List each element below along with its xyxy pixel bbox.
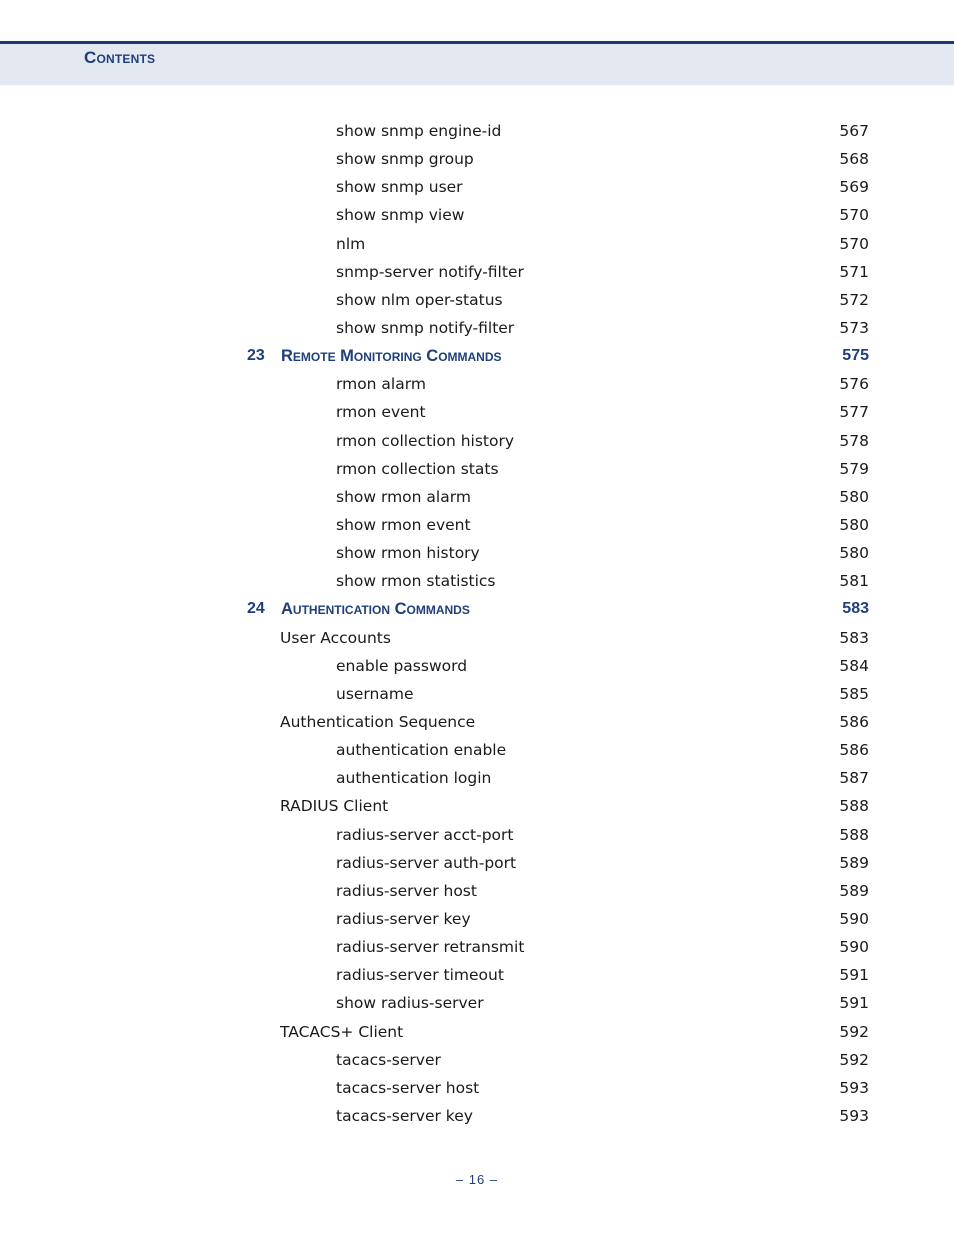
toc-page-number: 585	[839, 684, 869, 703]
toc-entry-label: show snmp group	[336, 150, 474, 169]
running-header-title: Contents	[84, 48, 156, 67]
toc-command-entry[interactable]	[0, 821, 954, 849]
toc-page-number: 593	[839, 1078, 869, 1097]
toc-command-entry[interactable]	[0, 286, 954, 314]
toc-section-entry[interactable]	[0, 708, 954, 736]
toc-entry-label: rmon collection stats	[336, 459, 499, 478]
toc-command-entry[interactable]	[0, 961, 954, 989]
toc-command-entry[interactable]	[0, 680, 954, 708]
toc-section-entry[interactable]	[0, 1018, 954, 1046]
toc-entry-label: snmp-server notify-filter	[336, 262, 524, 281]
toc-page-number: 580	[839, 544, 869, 563]
table-of-contents	[0, 117, 954, 1130]
toc-entry-label: radius-server retransmit	[336, 938, 525, 957]
toc-page-number: 583	[842, 600, 869, 618]
toc-command-entry[interactable]	[0, 567, 954, 595]
toc-page-number: 580	[839, 487, 869, 506]
toc-page-number: 590	[839, 909, 869, 928]
toc-page-number: 576	[839, 375, 869, 394]
toc-entry-label: show snmp notify-filter	[336, 318, 515, 337]
toc-entry-label: rmon alarm	[336, 375, 426, 394]
toc-command-entry[interactable]	[0, 736, 954, 764]
toc-command-entry[interactable]	[0, 117, 954, 145]
toc-entry-label: radius-server acct-port	[336, 825, 514, 844]
toc-page-number: 588	[839, 797, 869, 816]
toc-page-number: 592	[839, 1022, 869, 1041]
toc-entry-label: rmon event	[336, 403, 426, 422]
toc-entry-label: show rmon event	[336, 515, 471, 534]
toc-command-entry[interactable]	[0, 370, 954, 398]
toc-entry-label: tacacs-server host	[336, 1078, 480, 1097]
toc-page-number: 578	[839, 431, 869, 450]
toc-page-number: 592	[839, 1050, 869, 1069]
toc-command-entry[interactable]	[0, 849, 954, 877]
toc-command-entry[interactable]	[0, 511, 954, 539]
toc-entry-label: radius-server timeout	[336, 966, 504, 985]
toc-entry-label: rmon collection history	[336, 431, 515, 450]
toc-page-number: 569	[839, 178, 869, 197]
toc-command-entry[interactable]	[0, 230, 954, 258]
toc-section-entry[interactable]	[0, 624, 954, 652]
toc-entry-label: Authentication Commands	[281, 600, 470, 619]
toc-section-entry[interactable]	[0, 792, 954, 820]
toc-entry-label: Remote Monitoring Commands	[281, 347, 502, 366]
toc-page-number: 589	[839, 853, 869, 872]
toc-command-entry[interactable]	[0, 314, 954, 342]
toc-page-number: 586	[839, 712, 869, 731]
toc-page-number: 590	[839, 938, 869, 957]
toc-entry-label: radius-server auth-port	[336, 853, 517, 872]
toc-command-entry[interactable]	[0, 483, 954, 511]
toc-command-entry[interactable]	[0, 1074, 954, 1102]
toc-page-number: 572	[839, 290, 869, 309]
toc-entry-label: radius-server host	[336, 881, 477, 900]
toc-command-entry[interactable]	[0, 398, 954, 426]
toc-entry-label: nlm	[336, 234, 366, 253]
toc-chapter-entry[interactable]	[0, 595, 954, 623]
chapter-number: 23	[247, 347, 265, 365]
toc-page-number: 575	[842, 347, 869, 365]
toc-entry-label: authentication enable	[336, 741, 507, 760]
toc-entry-label: tacacs-server	[336, 1050, 441, 1069]
toc-command-entry[interactable]	[0, 455, 954, 483]
toc-page-number: 573	[839, 318, 869, 337]
toc-command-entry[interactable]	[0, 145, 954, 173]
toc-command-entry[interactable]	[0, 201, 954, 229]
toc-page-number: 571	[839, 262, 869, 281]
toc-command-entry[interactable]	[0, 652, 954, 680]
toc-entry-label: show snmp user	[336, 178, 463, 197]
toc-page-number: 583	[839, 628, 869, 647]
toc-page-number: 580	[839, 515, 869, 534]
toc-page-number: 588	[839, 825, 869, 844]
toc-entry-label: show rmon alarm	[336, 487, 471, 506]
toc-page-number: 591	[839, 994, 869, 1013]
toc-entry-label: TACACS+ Client	[280, 1022, 404, 1041]
toc-command-entry[interactable]	[0, 173, 954, 201]
toc-entry-label: Authentication Sequence	[280, 712, 476, 731]
toc-command-entry[interactable]	[0, 427, 954, 455]
running-header	[0, 41, 954, 85]
toc-page-number: 570	[839, 234, 869, 253]
toc-page-number: 584	[839, 656, 869, 675]
toc-command-entry[interactable]	[0, 933, 954, 961]
toc-command-entry[interactable]	[0, 764, 954, 792]
toc-chapter-entry[interactable]	[0, 342, 954, 370]
toc-entry-label: show rmon history	[336, 544, 480, 563]
toc-entry-label: User Accounts	[280, 628, 391, 647]
toc-entry-label: show radius-server	[336, 994, 484, 1013]
toc-entry-label: show snmp engine-id	[336, 122, 502, 140]
toc-entry-label: tacacs-server key	[336, 1106, 473, 1125]
toc-entry-label: username	[336, 684, 414, 703]
toc-entry-label: show nlm oper-status	[336, 290, 503, 309]
toc-page-number: 586	[839, 741, 869, 760]
toc-command-entry[interactable]	[0, 539, 954, 567]
toc-entry-label: radius-server key	[336, 909, 471, 928]
toc-command-entry[interactable]	[0, 877, 954, 905]
toc-command-entry[interactable]	[0, 258, 954, 286]
toc-entry-label: show rmon statistics	[336, 572, 496, 591]
toc-page-number: 589	[839, 881, 869, 900]
toc-page-number: 577	[839, 403, 869, 422]
toc-page-number: 591	[839, 966, 869, 985]
chapter-number: 24	[247, 600, 265, 618]
toc-command-entry[interactable]	[0, 1046, 954, 1074]
toc-page-number: 587	[839, 769, 869, 788]
toc-command-entry[interactable]	[0, 1102, 954, 1130]
toc-entry-label: RADIUS Client	[280, 797, 389, 816]
toc-page-number: 581	[839, 572, 869, 591]
page-number-footer: – 16 –	[455, 1172, 499, 1187]
toc-page-number: 570	[839, 206, 869, 225]
toc-command-entry[interactable]	[0, 989, 954, 1017]
toc-entry-label: show snmp view	[336, 206, 465, 225]
toc-page-number: 567	[839, 122, 869, 140]
toc-entry-label: authentication login	[336, 769, 492, 788]
toc-page-number: 568	[839, 150, 869, 169]
toc-page-number: 579	[839, 459, 869, 478]
toc-page-number: 593	[839, 1106, 869, 1125]
toc-command-entry[interactable]	[0, 905, 954, 933]
toc-entry-label: enable password	[336, 656, 468, 675]
